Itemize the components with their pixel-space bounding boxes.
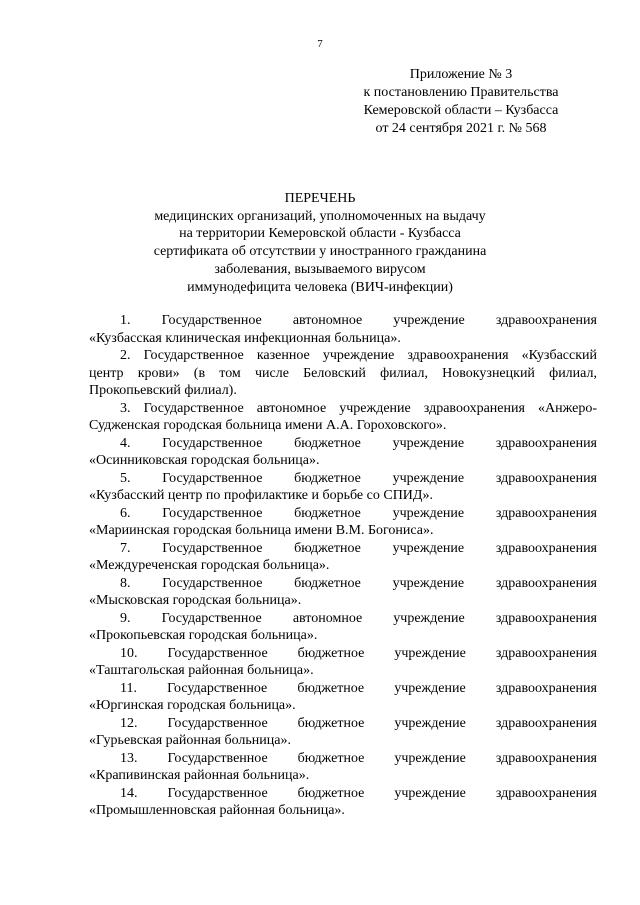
item-org-name: «Кузбасская клиническая инфекционная больница». [89, 330, 401, 346]
item-word: Государственное [162, 575, 263, 591]
list-item [89, 347, 597, 400]
item-org-name: «Междуреченская городская больница». [89, 558, 330, 573]
item-number: 6. [120, 505, 131, 521]
item-word: бюджетное [297, 785, 365, 801]
item-word: учреждение [392, 470, 465, 486]
item-word: Государственное [167, 750, 268, 766]
list-item-first-line [89, 750, 597, 768]
item-word: учреждение [394, 715, 466, 731]
item-word: здравоохранения [495, 645, 597, 661]
list-item [89, 435, 597, 470]
item-word: Государственное [162, 540, 263, 556]
item-word: здравоохранения [495, 540, 597, 556]
list-item [89, 785, 597, 820]
item-word: здравоохранения [495, 715, 597, 731]
item-word: учреждение [392, 435, 465, 451]
item-word: учреждение [393, 313, 465, 328]
title-line-5: иммунодефицита человека (ВИЧ-инфекции) [187, 279, 453, 295]
item-org-name: «Гурьевская районная больница». [89, 733, 291, 748]
item-word: учреждение [393, 610, 465, 626]
list-item-first-line [89, 575, 597, 593]
item-word: бюджетное [294, 435, 361, 451]
item-number: 8. [120, 575, 131, 591]
list-item-first-line [89, 610, 597, 628]
appendix-line-3: Кемеровской области – Кузбасса [363, 103, 559, 118]
item-word: здравоохранения [495, 680, 597, 696]
item-word: Государственное [162, 470, 263, 486]
item-word: автономное [292, 610, 363, 626]
item-word: Государственное [167, 785, 268, 801]
item-org-name: «Таштагольская районная больница». [89, 663, 314, 678]
item-line: Судженская городская больница имени А.А. Гороховского». [89, 418, 447, 433]
list-item-first-line [89, 470, 597, 488]
list-item [89, 540, 597, 575]
list-item [89, 750, 597, 785]
document-title [90, 190, 550, 296]
appendix-line-4: от 24 сентября 2021 г. № 568 [375, 121, 547, 136]
list-item-first-line [89, 540, 597, 558]
appendix-header [346, 66, 576, 138]
item-word: здравоохранения [495, 785, 597, 801]
item-word: Государственное [162, 435, 263, 451]
page-number: 7 [317, 38, 323, 50]
item-word: учреждение [394, 680, 466, 696]
title-line-2: на территории Кемеровской области - Кузбасса [179, 226, 461, 242]
appendix-line-1: Приложение № 3 [409, 67, 513, 82]
item-word: здравоохранения [495, 435, 597, 451]
item-word: здравоохранения [495, 505, 597, 521]
item-word: учреждение [392, 505, 465, 521]
title-line-4: заболевания, вызываемого вирусом [214, 261, 426, 277]
item-word: автономное [292, 313, 363, 328]
item-word: учреждение [394, 645, 466, 661]
item-org-name: «Крапивинская районная больница». [89, 768, 310, 783]
item-word: учреждение [392, 540, 465, 556]
item-word: Государственное [161, 610, 262, 626]
list-item-first-line [89, 505, 597, 523]
item-word: Государственное [161, 313, 262, 328]
item-word: Государственное [167, 680, 268, 696]
item-number: 7. [120, 540, 131, 556]
item-number: 4. [120, 435, 131, 451]
appendix-line-2: к постановлению Правительства [363, 85, 559, 100]
item-org-name: «Осинниковская городская больница». [89, 453, 320, 468]
list-item [89, 470, 597, 505]
item-word: бюджетное [294, 575, 361, 591]
list-item [89, 575, 597, 610]
item-word: бюджетное [297, 715, 365, 731]
list-item-first-line [89, 435, 597, 453]
item-number: 9. [120, 610, 131, 626]
item-org-name: «Мысковская городская больница». [89, 593, 302, 608]
item-line: Прокопьевский филиал). [89, 383, 237, 398]
list-item [89, 715, 597, 750]
list-item [89, 610, 597, 645]
item-word: Государственное [167, 645, 268, 661]
list-item-first-line [89, 312, 597, 330]
item-org-name: «Юргинская городская больница». [89, 698, 296, 713]
item-number: 5. [120, 470, 131, 486]
item-word: здравоохранения [495, 313, 597, 328]
item-org-name: «Мариинская городская больница имени В.М. Богониса». [89, 523, 434, 538]
item-org-name: «Прокопьевская городская больница». [89, 628, 318, 643]
item-word: здравоохранения [495, 610, 597, 626]
item-word: бюджетное [294, 470, 361, 486]
item-word: здравоохранения [495, 750, 597, 766]
item-word: здравоохранения [495, 470, 597, 486]
list-item [89, 645, 597, 680]
item-word: учреждение [394, 750, 466, 766]
item-org-name: «Промышленновская районная больница». [89, 803, 345, 818]
list-item-first-line [89, 645, 597, 663]
list-item-first-line [89, 715, 597, 733]
item-word: учреждение [392, 575, 465, 591]
organizations-list [89, 312, 597, 820]
item-word: Государственное [162, 505, 263, 521]
title-line-1: медицинских организаций, уполномоченных на выдачу [154, 208, 486, 224]
item-number: 13. [120, 750, 138, 766]
item-number: 10. [120, 645, 138, 661]
item-number: 11. [120, 680, 137, 696]
item-org-name: «Кузбасский центр по профилактике и борьбе со СПИД». [89, 488, 433, 503]
item-word: бюджетное [294, 505, 361, 521]
list-item [89, 505, 597, 540]
item-word: Государственное [167, 715, 268, 731]
list-item-first-line [89, 680, 597, 698]
item-word: бюджетное [294, 540, 361, 556]
item-word: бюджетное [297, 645, 365, 661]
item-number: 1. [120, 313, 131, 328]
item-word: бюджетное [297, 750, 365, 766]
item-line: центр крови» (в том числе Беловский филиал, Новокузнецкий филиал, [89, 365, 597, 381]
title-heading: ПЕРЕЧЕНЬ [284, 191, 356, 206]
list-item-first-line [89, 785, 597, 803]
item-number: 14. [120, 785, 138, 801]
item-number: 12. [120, 715, 138, 731]
list-item [89, 312, 597, 347]
item-line: 2. Государственное казенное учреждение здравоохранения «Кузбасский [120, 348, 597, 363]
list-item [89, 400, 597, 435]
item-word: учреждение [394, 785, 466, 801]
list-item [89, 680, 597, 715]
item-line: 3. Государственное автономное учреждение здравоохранения «Анжеро- [120, 400, 597, 416]
item-word: здравоохранения [495, 575, 597, 591]
item-word: бюджетное [297, 680, 365, 696]
title-line-3: сертификата об отсутствии у иностранного гражданина [153, 244, 487, 260]
